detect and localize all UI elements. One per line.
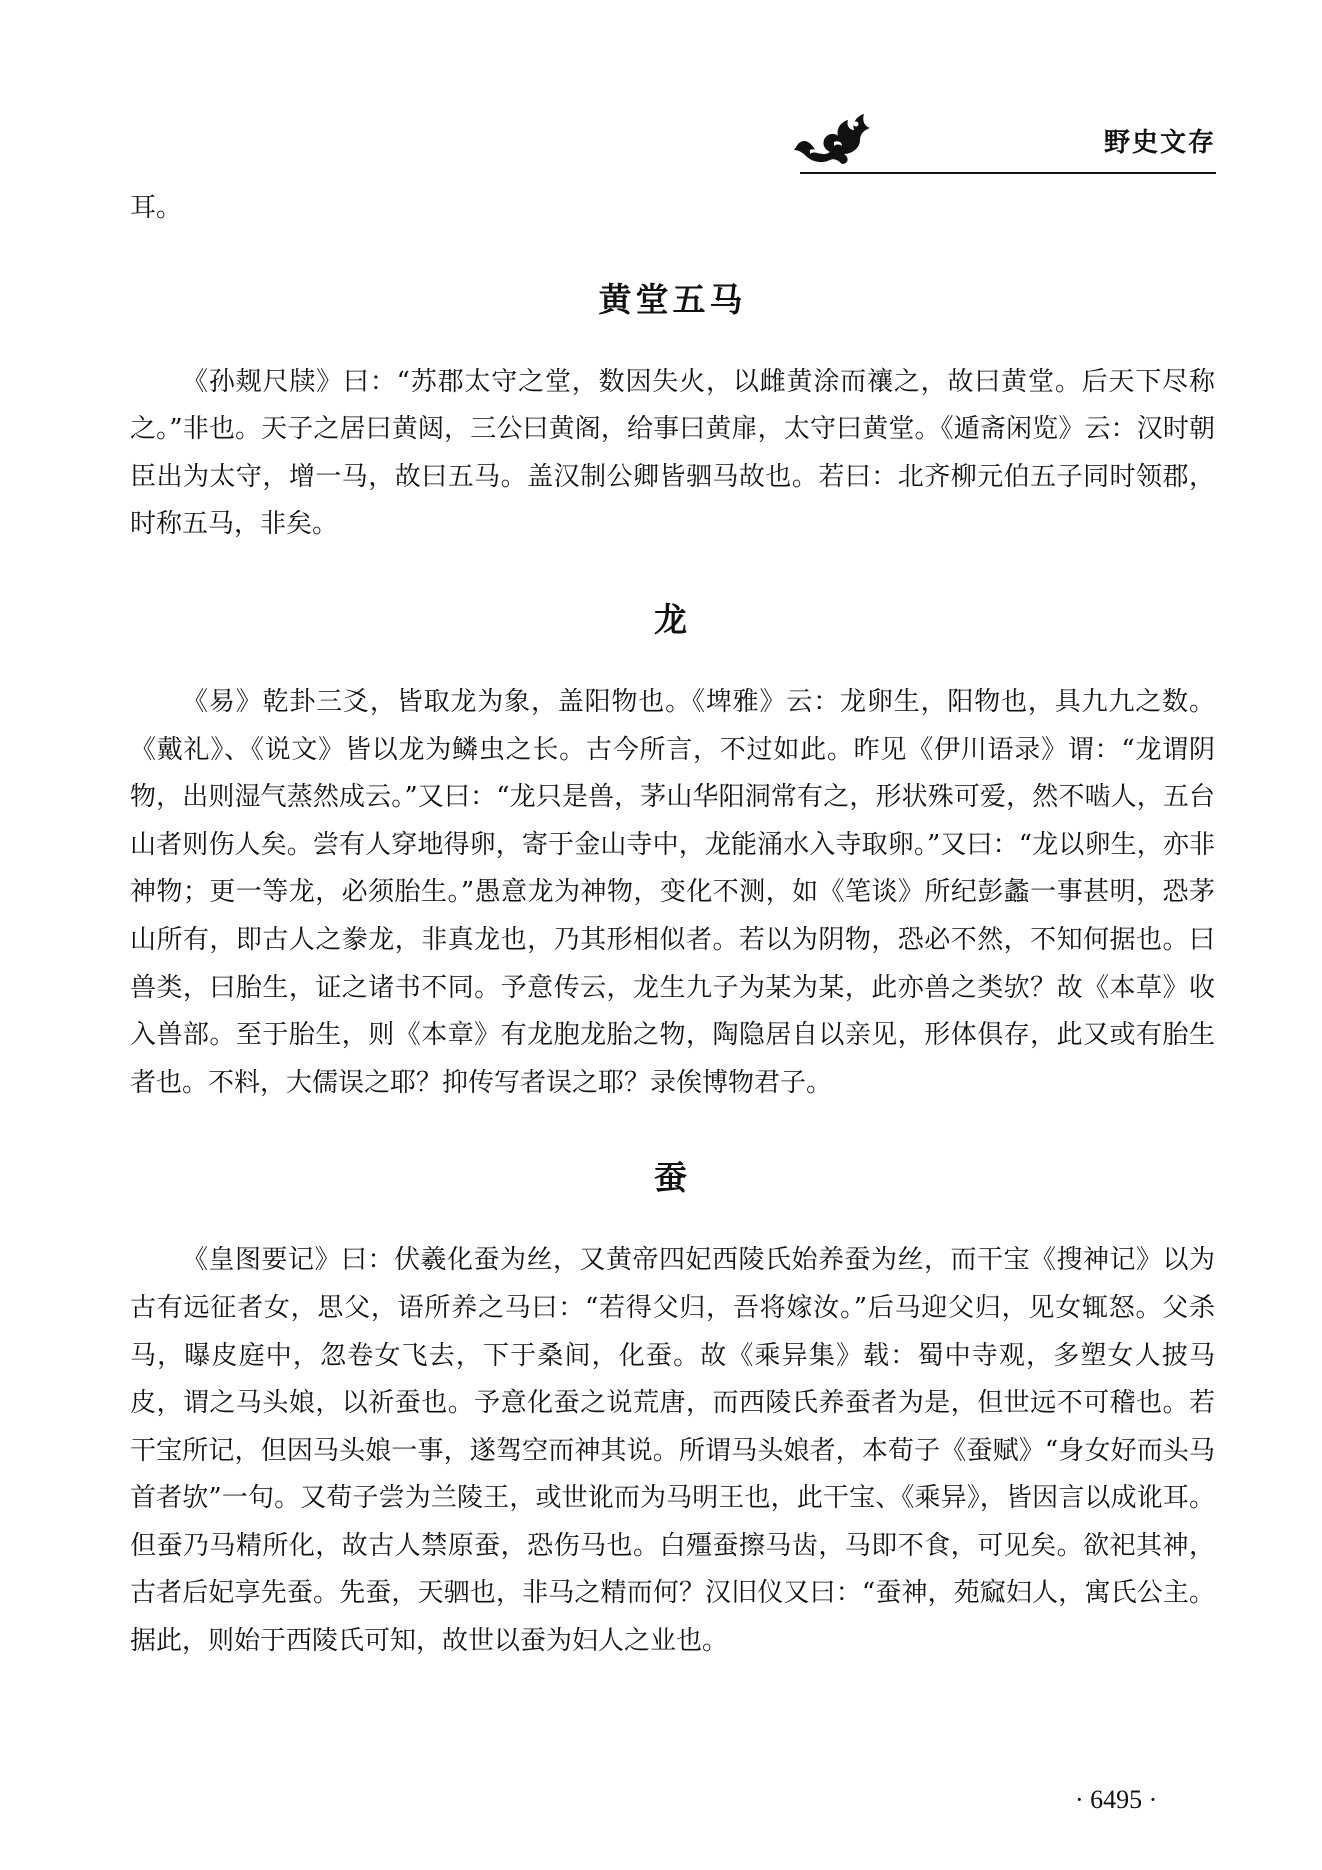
page-number: · 6495 · [1075,1785,1158,1814]
section-paragraph: 《孙觌尺牍》曰：“苏郡太守之堂，数因失火，以雌黄涂而禳之，故曰黄堂。后天下尽称之。”非也。天子之居曰黄闼，三公曰黄阁，给事曰黄扉，太守曰黄堂。《遁斋闲览》云：汉时朝臣出为太守，增一马，故曰五马。盖汉制公卿皆驷马故也。若曰：北齐柳元伯五子同时领郡，时称五马，非矣。 [130,366,1215,540]
section-title-long: 龙 [654,599,691,639]
section-paragraph: 《易》乾卦三爻，皆取龙为象，盖阳物也。《埤雅》云：龙卵生，阳物也，具九九之数。《戴礼》、《说文》皆以龙为鳞虫之长。古今所言，不过如此。昨见《伊川语录》谓：“龙谓阴物，出则湿气蒸然成云。”又曰：“龙只是兽，茅山华阳洞常有之，形状殊可爱，然不啮人，五台山者则伤人矣。尝有人穿地得卵，寄于金山寺中，龙能涌水入寺取卵。”又曰：“龙以卵生，亦非神物；更一等龙，必须胎生。”愚意龙为神物，变化不测，如《笔谈》所纪彭蠡一事甚明，恐茅山所有，即古人之豢龙，非真龙也，乃其形相似者。若以为阴物，恐必不然，不知何据也。曰兽类，曰胎生，证之诸书不同。予意传云，龙生九子为某为某，此亦兽之类欤？故《本草》收入兽部。至于胎生，则《本章》有龙胞龙胎之物，陶隐居自以亲见，形体俱存，此又或有胎生者也。不料，大儒误之耶？抑传写者误之耶？录俟博物君子。 [130,686,1215,1098]
header-rule [800,172,1216,174]
section-paragraph: 《皇图要记》曰：伏羲化蚕为丝，又黄帝四妃西陵氏始养蚕为丝，而干宝《搜神记》以为古有远征者女，思父，语所养之马曰：“若得父归，吾将嫁汝。”后马迎父归，见女辄怒。父杀马，曝皮庭中，忽卷女飞去，下于桑间，化蚕。故《乘异集》载：蜀中寺观，多塑女人披马皮，谓之马头娘，以祈蚕也。予意化蚕之说荒唐，而西陵氏养蚕者为是，但世远不可稽也。若干宝所记，但因马头娘一事，遂驾空而神其说。所谓马头娘者，本荀子《蚕赋》“身女好而头马首者欤”一句。又荀子尝为兰陵王，或世讹而为马明王也，此干宝、《乘异》，皆因言以成讹耳。但蚕乃马精所化，故古人禁原蚕，恐伤马也。白殭蚕擦马齿，马即不食，可见矣。欲祀其神，古者后妃享先蚕。先蚕，天驷也，非马之精而何？汉旧仪又曰：“蚕神，苑窳妇人，寓氏公主。据此，则始于西陵氏可知，故世以蚕为妇人之业也。 [130,1245,1215,1657]
page-content [130,185,1215,1666]
page-header [790,100,1216,180]
section-title-can: 蚕 [654,1158,691,1198]
continuation-text: 耳。 [130,193,183,223]
section-title-huangtang: 黄堂五马 [598,279,747,319]
dragon-emblem-icon [790,104,880,170]
book-series-title: 野史文存 [1103,128,1216,158]
